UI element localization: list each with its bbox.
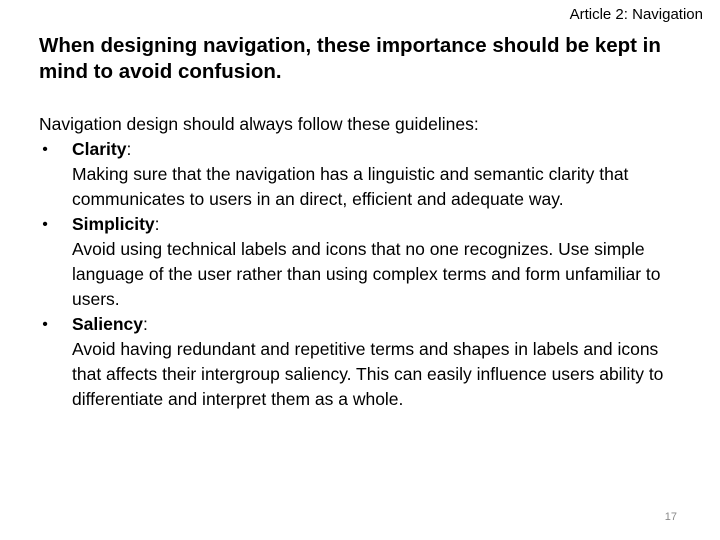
guideline-term: Simplicity — [72, 214, 155, 234]
guideline-description: Avoid having redundant and repetitive terms and shapes in labels and icons that affects their intergroup saliency. This can easily influence users ability to differentiate and interpret them as a whole. — [72, 339, 664, 409]
guideline-description: Avoid using technical labels and icons that no one recognizes. Use simple language of the user rather than using complex terms and form unfamiliar to users. — [72, 239, 661, 309]
bullet-icon: • — [42, 316, 48, 333]
page-number: 17 — [664, 511, 677, 523]
guideline-heading — [72, 212, 689, 237]
slide-title: When designing navigation, these importance should be kept in mind to avoid confusion. — [39, 34, 661, 83]
guideline-term: Saliency — [72, 314, 144, 334]
guideline-description: Making sure that the navigation has a linguistic and semantic clarity that communicates to users in an direct, efficient and adequate way. — [72, 164, 629, 209]
bullet-icon: • — [42, 216, 48, 233]
guideline-item-saliency — [39, 312, 689, 412]
article-header: Article 2: Navigation — [569, 6, 703, 23]
guideline-term: Clarity — [72, 139, 127, 159]
guideline-list — [39, 137, 689, 412]
slide-body — [39, 112, 689, 412]
guideline-heading — [72, 312, 689, 337]
guideline-item-clarity — [39, 137, 689, 212]
guideline-separator: : — [143, 314, 148, 334]
bullet-icon: • — [42, 141, 48, 158]
guidelines-intro: Navigation design should always follow these guidelines: — [39, 114, 479, 134]
guideline-item-simplicity — [39, 212, 689, 312]
guideline-separator: : — [154, 214, 160, 234]
guideline-heading — [72, 137, 689, 162]
guideline-separator: : — [126, 139, 132, 159]
